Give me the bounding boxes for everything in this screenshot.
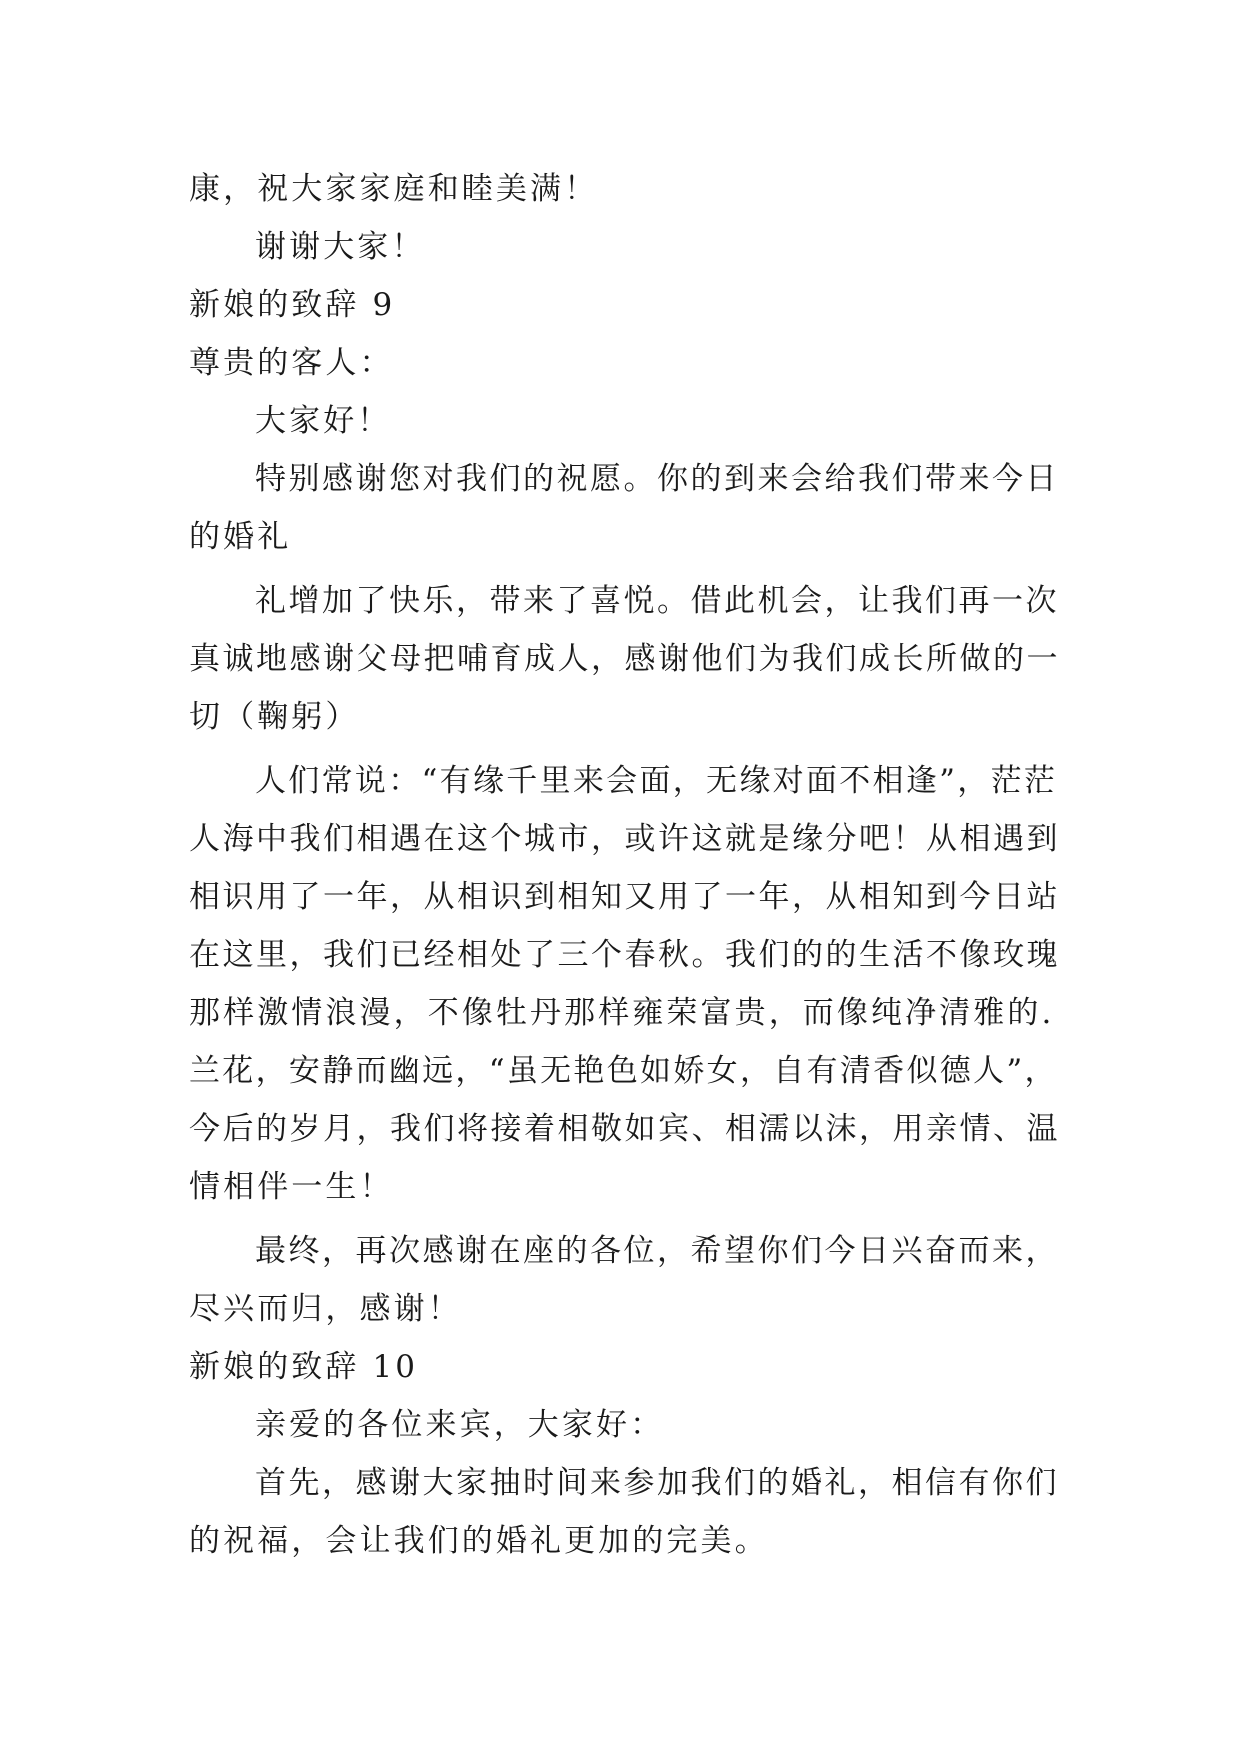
- text-line: 切（鞠躬）: [189, 699, 360, 735]
- text-line: 尽兴而归，感谢！: [189, 1291, 462, 1327]
- text-line: 礼增加了快乐，带来了喜悦。借此机会，让我们再一次: [255, 583, 1059, 619]
- section-heading: 新娘的致辞 9: [189, 287, 396, 323]
- text-line: 今后的岁月，我们将接着相敬如宾、相濡以沫，用亲情、温: [189, 1111, 1060, 1147]
- text-line: 首先，感谢大家抽时间来参加我们的婚礼，相信有你们: [255, 1465, 1059, 1501]
- text-line: 尊贵的客人：: [189, 345, 394, 381]
- text-line: 特别感谢您对我们的祝愿。你的到来会给我们带来今日: [255, 461, 1059, 497]
- text-line: 相识用了一年，从相识到相知又用了一年，从相知到今日站: [189, 879, 1060, 915]
- text-line: 人海中我们相遇在这个城市，或许这就是缘分吧！从相遇到: [189, 821, 1060, 857]
- text-line: 谢谢大家！: [255, 229, 426, 265]
- text-line: 人们常说：“有缘千里来会面，无缘对面不相逢”，茫茫: [255, 763, 1058, 799]
- text-line: 兰花，安静而幽远，“虽无艳色如娇女，自有清香似德人”，: [189, 1053, 1058, 1089]
- text-line: 大家好！: [255, 403, 392, 439]
- text-line: 的婚礼: [189, 519, 292, 555]
- text-line: 在这里，我们已经相处了三个春秋。我们的的生活不像玫瑰: [189, 937, 1060, 973]
- text-line: 康，祝大家家庭和睦美满！: [189, 171, 599, 207]
- section-heading: 新娘的致辞 10: [189, 1349, 419, 1385]
- text-line: 最终，再次感谢在座的各位，希望你们今日兴奋而来，: [255, 1233, 1059, 1269]
- text-line: 的祝福，会让我们的婚礼更加的完美。: [189, 1523, 769, 1559]
- text-line: 情相伴一生！: [189, 1169, 394, 1205]
- text-line: 那样激情浪漫，不像牡丹那样雍荣富贵，而像纯净清雅的.: [189, 995, 1055, 1031]
- text-line: 亲爱的各位来宾，大家好：: [255, 1407, 665, 1443]
- document-body: [189, 160, 1059, 1570]
- text-line: 真诚地感谢父母把哺育成人，感谢他们为我们成长所做的一: [189, 641, 1060, 677]
